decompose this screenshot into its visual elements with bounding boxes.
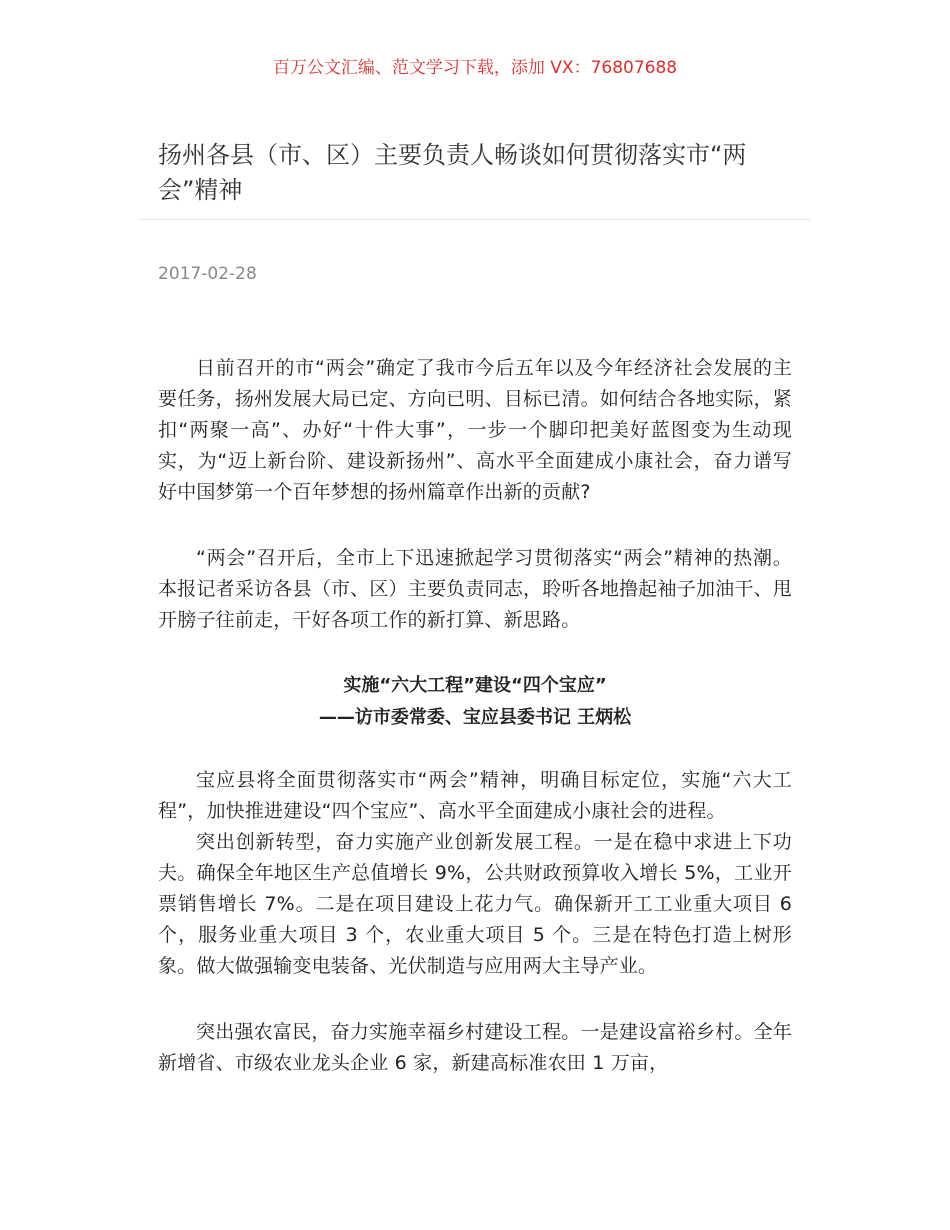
publish-date: 2017-02-28: [158, 264, 257, 284]
title-divider: [140, 219, 810, 220]
section-paragraph-3: 突出强农富民，奋力实施幸福乡村建设工程。一是建设富裕乡村。全年新增省、市级农业龙头企业 6 家，新建高标准农田 1 万亩，: [158, 1021, 792, 1074]
promo-banner: 百万公文汇编、范文学习下载，添加 VX：76807688: [272, 58, 678, 78]
intro-paragraph-2: “两会”召开后，全市上下迅速掀起学习贯彻落实“两会”精神的热潮。本报记者采访各县（市、区）主要负责同志，聆听各地撸起袖子加油干、甩开膀子往前走，干好各项工作的新打算、新思路。: [158, 547, 792, 631]
section-heading: 实施“六大工程”建设“四个宝应”: [343, 675, 607, 696]
article-title: 扬州各县（市、区）主要负责人畅谈如何贯彻落实市“两会”精神: [158, 141, 747, 204]
section-subheading: ——访市委常委、宝应县委书记 王炳松: [318, 707, 632, 728]
intro-paragraph-1: 日前召开的市“两会”确定了我市今后五年以及今年经济社会发展的主要任务，扬州发展大局已定、方向已明、目标已清。如何结合各地实际，紧扣“两聚一高”、办好“十件大事”，一步一个脚印把美好蓝图变为生动现实，为“迈上新台阶、建设新扬州”、高水平全面建成小康社会，奋力谱写好中国梦第一个百年梦想的扬州篇章作出新的贡献?: [158, 357, 792, 503]
section-paragraph-1: 宝应县将全面贯彻落实市“两会”精神，明确目标定位，实施“六大工程”，加快推进建设“四个宝应”、高水平全面建成小康社会的进程。: [158, 769, 792, 822]
section-paragraph-2: 突出创新转型，奋力实施产业创新发展工程。一是在稳中求进上下功夫。确保全年地区生产总值增长 9%，公共财政预算收入增长 5%，工业开票销售增长 7%。二是在项目建设上花力气。确保新开工工业重大项目 6 个，服务业重大项目 3 个，农业重大项目 5 个。三是在特色打造上树形象。做大做强输变电装备、光伏制造与应用两大主导产业。: [158, 831, 792, 977]
